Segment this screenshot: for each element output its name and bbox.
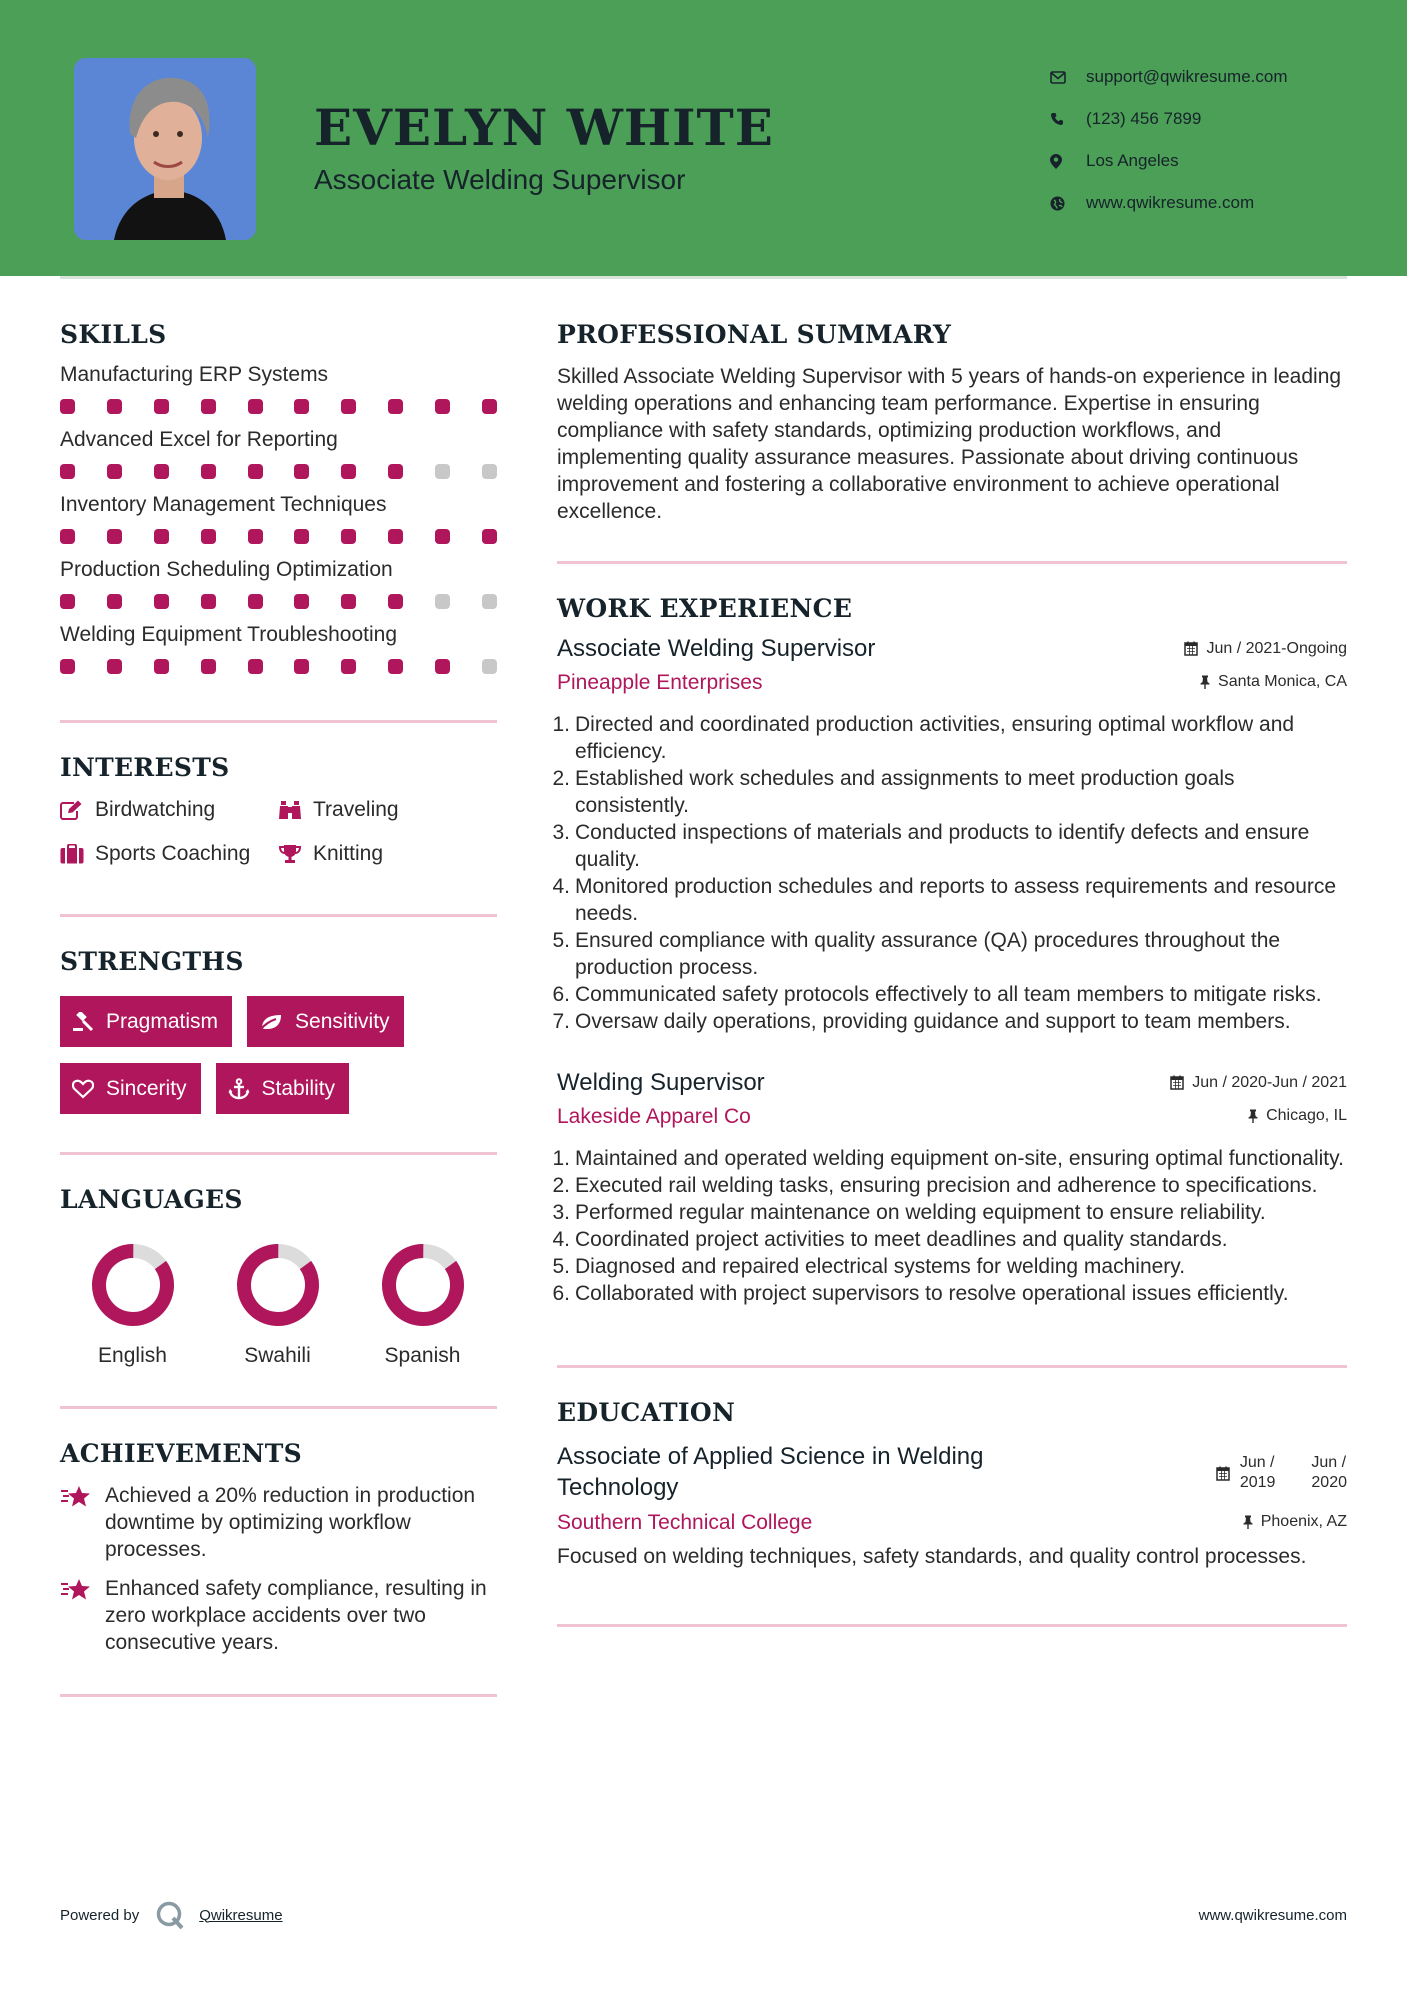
achievements-section xyxy=(60,1439,497,1656)
rating-dot-filled xyxy=(60,399,75,414)
profile-photo xyxy=(74,58,256,240)
duty-text: Executed rail welding tasks, ensuring precision and adherence to specifications. xyxy=(575,1174,1318,1197)
interest-item xyxy=(278,842,497,866)
strengths-list xyxy=(60,996,497,1114)
anchor-icon xyxy=(228,1078,250,1100)
education-header-row xyxy=(557,1441,1347,1503)
rating-dot-filled xyxy=(201,464,216,479)
rating-dot-filled xyxy=(248,399,263,414)
portrait-image xyxy=(74,58,256,240)
skill-name: Inventory Management Techniques xyxy=(60,493,387,516)
education-school-row xyxy=(557,1511,1347,1535)
language-item xyxy=(60,1240,205,1368)
skill-rating xyxy=(60,399,497,414)
degree-title-line2: Technology xyxy=(557,1474,679,1501)
rating-dot-filled xyxy=(60,529,75,544)
duty-number: 6. xyxy=(552,1282,570,1305)
school-name: Southern Technical College xyxy=(557,1511,813,1534)
rating-dot-filled xyxy=(154,594,169,609)
calendar-icon xyxy=(1216,1466,1230,1481)
language-proficiency-ring xyxy=(88,1240,178,1330)
rating-dot-filled xyxy=(294,529,309,544)
rating-dot-filled xyxy=(341,659,356,674)
duty-number: 5. xyxy=(552,929,570,952)
rating-dot-filled xyxy=(341,464,356,479)
section-divider xyxy=(557,561,1347,564)
powered-by xyxy=(60,1900,283,1930)
rating-dot-filled xyxy=(248,464,263,479)
section-divider xyxy=(60,1406,497,1409)
duty-number: 3. xyxy=(552,821,570,844)
rating-dot-filled xyxy=(154,659,169,674)
contact-phone-text: (123) 456 7899 xyxy=(1086,109,1202,128)
strength-tag xyxy=(247,996,404,1047)
duty-number: 2. xyxy=(552,767,570,790)
powered-by-label: Powered by xyxy=(60,1906,140,1924)
duty-item xyxy=(552,1280,1347,1307)
rating-dot-empty xyxy=(435,464,450,479)
interests-list xyxy=(60,798,497,866)
section-divider xyxy=(557,1365,1347,1368)
education-section xyxy=(557,1398,1347,1570)
skill-rating xyxy=(60,594,497,609)
duty-item xyxy=(552,1145,1347,1172)
rating-dot-filled xyxy=(388,659,403,674)
duty-text: Diagnosed and repaired electrical systems for welding machinery. xyxy=(575,1255,1186,1278)
strength-label: Pragmatism xyxy=(106,1009,219,1033)
strength-tag xyxy=(216,1063,350,1114)
interest-label: Knitting xyxy=(313,842,384,865)
duty-text: Established work schedules and assignments to meet production goals consistently. xyxy=(575,767,1235,817)
rating-dot-filled xyxy=(248,529,263,544)
rating-dot-filled xyxy=(482,529,497,544)
trophy-icon xyxy=(278,844,313,864)
education-description: Focused on welding techniques, safety standards, and quality control processes. xyxy=(557,1545,1307,1568)
language-proficiency-ring xyxy=(233,1240,323,1330)
duty-item xyxy=(552,1199,1347,1226)
duty-item xyxy=(552,1008,1347,1035)
jobs-list xyxy=(552,635,1347,1307)
section-divider xyxy=(60,1152,497,1155)
rating-dot-filled xyxy=(201,594,216,609)
rating-dot-filled xyxy=(201,399,216,414)
award-star-icon xyxy=(60,1575,105,1656)
languages-list xyxy=(60,1240,497,1368)
job-location-text: Chicago, IL xyxy=(1266,1107,1347,1124)
interest-label: Sports Coaching xyxy=(95,842,251,865)
job-header-row xyxy=(557,635,1347,663)
language-name: English xyxy=(98,1344,167,1367)
duty-text: Maintained and operated welding equipment on-site, ensuring optimal functionality. xyxy=(575,1147,1344,1170)
skill-name: Manufacturing ERP Systems xyxy=(60,363,329,386)
duty-item xyxy=(552,927,1347,981)
duty-number: 6. xyxy=(552,983,570,1006)
skills-section xyxy=(60,320,497,674)
strength-label: Sincerity xyxy=(106,1076,187,1100)
header-rule xyxy=(60,276,1347,279)
rating-dot-filled xyxy=(294,399,309,414)
envelope-icon xyxy=(1050,71,1086,84)
rating-dot-filled xyxy=(60,464,75,479)
candidate-title: Associate Welding Supervisor xyxy=(314,164,686,195)
rating-dot-filled xyxy=(388,594,403,609)
job-title: Welding Supervisor xyxy=(557,1069,765,1096)
strength-tag xyxy=(60,1063,201,1114)
duty-number: 3. xyxy=(552,1201,570,1224)
rating-dot-filled xyxy=(154,399,169,414)
right-column xyxy=(552,320,1347,1627)
leaf-icon xyxy=(259,1013,283,1031)
candidate-name: EVELYN WHITE xyxy=(314,98,774,157)
language-item xyxy=(350,1240,495,1368)
education-start-year: 2019 xyxy=(1239,1474,1276,1491)
rating-dot-filled xyxy=(107,529,122,544)
rating-dot-filled xyxy=(294,659,309,674)
binoculars-icon xyxy=(278,800,313,820)
achievement-item xyxy=(60,1482,497,1563)
strength-label: Sensitivity xyxy=(295,1009,390,1033)
rating-dot-filled xyxy=(388,399,403,414)
skill-name: Advanced Excel for Reporting xyxy=(60,428,338,451)
duty-text: Coordinated project activities to meet deadlines and quality standards. xyxy=(575,1228,1228,1251)
duty-item xyxy=(552,981,1347,1008)
language-proficiency-ring xyxy=(378,1240,468,1330)
rating-dot-filled xyxy=(60,594,75,609)
duty-text: Performed regular maintenance on welding equipment to ensure reliability. xyxy=(575,1201,1266,1224)
education-location-text: Phoenix, AZ xyxy=(1260,1513,1347,1530)
phone-icon xyxy=(1050,112,1086,126)
rating-dot-filled xyxy=(435,529,450,544)
skill-name: Welding Equipment Troubleshooting xyxy=(60,623,397,646)
strengths-heading: STRENGTHS xyxy=(60,947,244,976)
rating-dot-filled xyxy=(201,659,216,674)
rating-dot-empty xyxy=(482,464,497,479)
footer-url[interactable]: www.qwikresume.com xyxy=(1198,1906,1347,1924)
duty-item xyxy=(552,765,1347,819)
job-entry xyxy=(552,635,1347,1035)
rating-dot-filled xyxy=(248,659,263,674)
interests-heading: INTERESTS xyxy=(60,753,230,782)
left-column xyxy=(60,320,497,1697)
education-end-month: Jun / xyxy=(1311,1454,1347,1471)
rating-dot-filled xyxy=(294,464,309,479)
job-location xyxy=(1200,673,1347,691)
job-company-row xyxy=(557,1105,1347,1129)
duty-text: Monitored production schedules and reports to assess requirements and resource needs. xyxy=(575,875,1337,925)
rating-dot-empty xyxy=(435,594,450,609)
pin-icon xyxy=(1200,675,1210,689)
gavel-icon xyxy=(72,1012,94,1032)
duty-text: Oversaw daily operations, providing guidance and support to team members. xyxy=(575,1010,1291,1033)
languages-heading: LANGUAGES xyxy=(60,1185,243,1214)
interest-label: Birdwatching xyxy=(95,798,216,821)
rating-dot-filled xyxy=(341,594,356,609)
strength-label: Stability xyxy=(261,1076,336,1100)
job-dates-text: Jun / 2020-Jun / 2021 xyxy=(1192,1073,1347,1091)
company-name: Pineapple Enterprises xyxy=(557,671,763,694)
section-divider xyxy=(60,914,497,917)
job-title: Associate Welding Supervisor xyxy=(557,635,876,662)
language-name: Spanish xyxy=(384,1344,461,1367)
job-location-text: Santa Monica, CA xyxy=(1218,673,1347,690)
contact-email[interactable] xyxy=(1050,56,1288,98)
job-location xyxy=(1248,1107,1347,1125)
rating-dot-filled xyxy=(60,659,75,674)
interest-item xyxy=(60,842,278,866)
qwikresume-link[interactable]: Qwikresume xyxy=(199,1906,283,1924)
duty-item xyxy=(552,819,1347,873)
languages-section xyxy=(60,1185,497,1368)
experience-heading: WORK EXPERIENCE xyxy=(557,594,853,623)
duty-item xyxy=(552,873,1347,927)
contact-location xyxy=(1050,140,1288,182)
education-end-year: 2020 xyxy=(1311,1474,1347,1491)
pin-icon xyxy=(1248,1109,1258,1123)
rating-dot-filled xyxy=(107,659,122,674)
duty-number: 4. xyxy=(552,875,570,898)
duty-item xyxy=(552,711,1347,765)
company-name: Lakeside Apparel Co xyxy=(557,1105,751,1128)
rating-dot-filled xyxy=(107,399,122,414)
summary-text: Skilled Associate Welding Supervisor with 5 years of hands-on experience in leading welding operations and enhancing team performance. Expertise in ensuring compliance with safety standards, optimizing production workflows, and implementing quality assurance measures. Passionate about driving continuous improvement and fostering a collaborative environment to achieve operational excellence. xyxy=(557,365,1342,523)
experience-section xyxy=(552,594,1347,1307)
job-entry xyxy=(552,1069,1347,1307)
job-company-row xyxy=(557,671,1347,695)
interest-label: Traveling xyxy=(313,798,399,821)
heart-icon xyxy=(72,1079,94,1099)
achievement-text: Enhanced safety compliance, resulting in zero workplace accidents over two consecutive years. xyxy=(105,1577,487,1654)
award-star-icon xyxy=(60,1482,105,1563)
skill-rating xyxy=(60,464,497,479)
section-divider xyxy=(557,1624,1347,1627)
language-item xyxy=(205,1240,350,1368)
job-duties xyxy=(552,711,1347,1035)
summary-heading: PROFESSIONAL SUMMARY xyxy=(557,320,952,349)
rating-dot-filled xyxy=(107,464,122,479)
duty-number: 4. xyxy=(552,1228,570,1251)
achievement-text: Achieved a 20% reduction in production downtime by optimizing workflow processes. xyxy=(105,1484,476,1561)
duty-text: Collaborated with project supervisors to resolve operational issues efficiently. xyxy=(575,1282,1289,1305)
rating-dot-filled xyxy=(201,529,216,544)
skills-heading: SKILLS xyxy=(60,320,167,349)
duty-number: 7. xyxy=(552,1010,570,1033)
degree-title xyxy=(557,1441,983,1503)
rating-dot-filled xyxy=(388,464,403,479)
duty-item xyxy=(552,1172,1347,1199)
language-name: Swahili xyxy=(244,1344,311,1367)
job-dates xyxy=(1184,640,1347,658)
duty-text: Directed and coordinated production activities, ensuring optimal workflow and efficiency. xyxy=(575,713,1295,763)
rating-dot-filled xyxy=(154,529,169,544)
rating-dot-filled xyxy=(294,594,309,609)
interest-item xyxy=(60,798,278,822)
section-divider xyxy=(60,1694,497,1697)
skills-list xyxy=(60,363,497,674)
rating-dot-filled xyxy=(248,594,263,609)
skill-rating xyxy=(60,659,497,674)
education-dates xyxy=(1216,1441,1347,1503)
duty-number: 2. xyxy=(552,1174,570,1197)
job-dates xyxy=(1170,1074,1347,1092)
contact-phone[interactable] xyxy=(1050,98,1288,140)
contact-location-text: Los Angeles xyxy=(1086,151,1179,170)
summary-section xyxy=(557,320,1347,525)
rating-dot-empty xyxy=(482,659,497,674)
rating-dot-filled xyxy=(435,659,450,674)
achievements-heading: ACHIEVEMENTS xyxy=(60,1439,302,1468)
job-header-row xyxy=(557,1069,1347,1097)
section-divider xyxy=(60,720,497,723)
rating-dot-filled xyxy=(341,399,356,414)
education-location xyxy=(1243,1513,1347,1531)
job-duties xyxy=(552,1145,1347,1307)
globe-icon xyxy=(1050,196,1086,211)
rating-dot-filled xyxy=(388,529,403,544)
briefcase-icon xyxy=(60,844,95,864)
page-footer xyxy=(60,1900,1347,1930)
qwikresume-logo-icon xyxy=(155,1900,185,1930)
contact-email-text: support@qwikresume.com xyxy=(1086,67,1288,86)
strength-tag xyxy=(60,996,232,1047)
calendar-icon xyxy=(1170,1075,1184,1090)
duty-item xyxy=(552,1226,1347,1253)
pin-icon xyxy=(1243,1515,1253,1529)
edit-icon xyxy=(60,800,95,820)
rating-dot-filled xyxy=(341,529,356,544)
interest-item xyxy=(278,798,497,822)
interests-section xyxy=(60,753,497,866)
duty-number: 1. xyxy=(552,1147,570,1170)
rating-dot-empty xyxy=(482,594,497,609)
education-start xyxy=(1240,1453,1276,1493)
rating-dot-filled xyxy=(107,594,122,609)
job-dates-text: Jun / 2021-Ongoing xyxy=(1206,639,1347,657)
contact-list xyxy=(1050,56,1288,224)
strengths-section xyxy=(60,947,497,1114)
achievement-item xyxy=(60,1575,497,1656)
duty-number: 1. xyxy=(552,713,570,736)
rating-dot-filled xyxy=(154,464,169,479)
duty-item xyxy=(552,1253,1347,1280)
education-start-month: Jun / xyxy=(1239,1454,1275,1471)
duty-text: Ensured compliance with quality assurance (QA) procedures throughout the production process. xyxy=(575,929,1281,979)
degree-title-line1: Associate of Applied Science in Welding xyxy=(557,1443,984,1470)
skill-rating xyxy=(60,529,497,544)
map-pin-icon xyxy=(1050,154,1086,169)
rating-dot-filled xyxy=(435,399,450,414)
rating-dot-filled xyxy=(482,399,497,414)
duty-number: 5. xyxy=(552,1255,570,1278)
contact-website-text: www.qwikresume.com xyxy=(1086,193,1255,212)
duty-text: Communicated safety protocols effectively to all team members to mitigate risks. xyxy=(575,983,1322,1006)
education-heading: EDUCATION xyxy=(557,1398,736,1427)
skill-name: Production Scheduling Optimization xyxy=(60,558,393,581)
education-end xyxy=(1311,1453,1347,1493)
calendar-icon xyxy=(1184,641,1198,656)
contact-website[interactable] xyxy=(1050,182,1288,224)
resume-header xyxy=(0,0,1407,276)
duty-text: Conducted inspections of materials and products to identify defects and ensure quality. xyxy=(575,821,1310,871)
